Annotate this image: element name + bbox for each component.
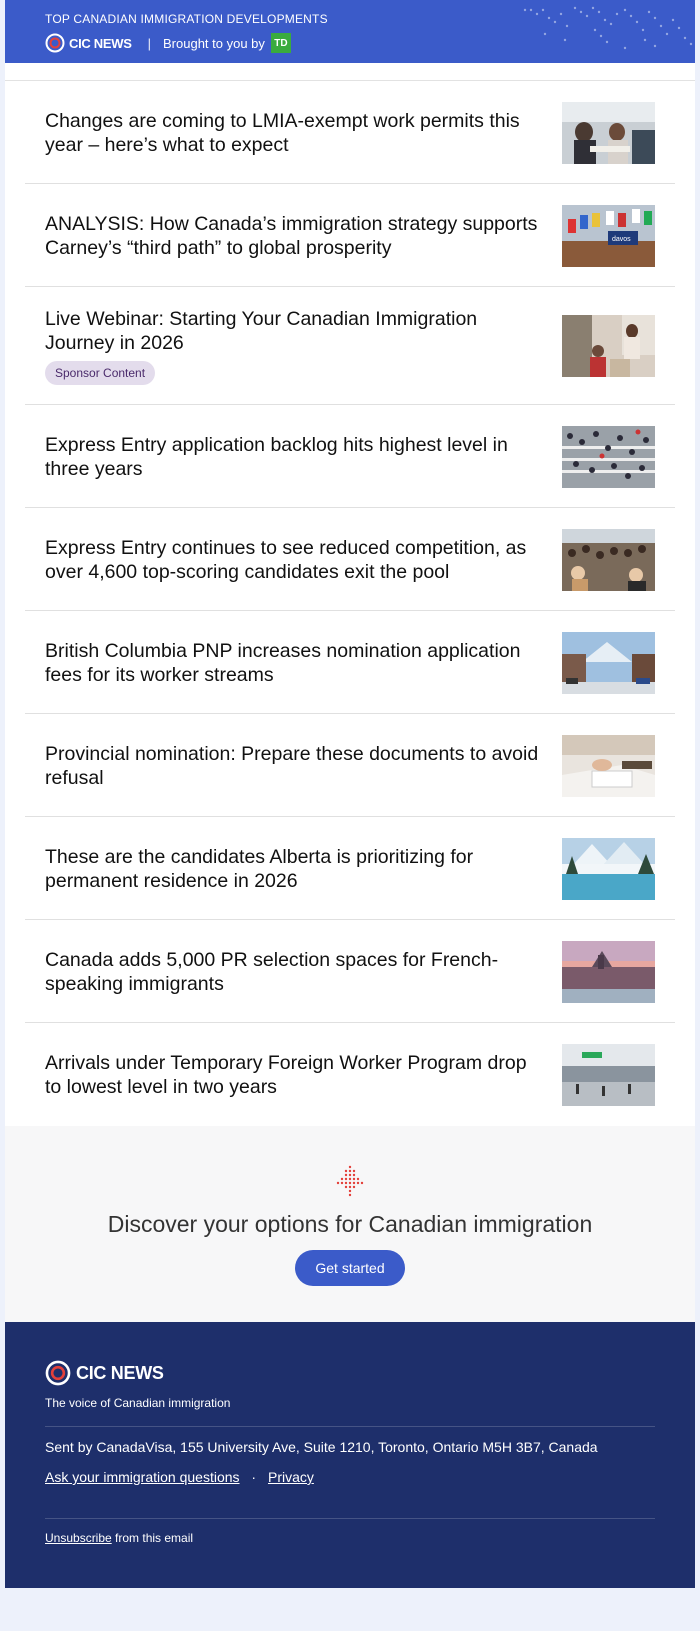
article-item[interactable]	[25, 611, 675, 714]
sponsor-content-badge: Sponsor Content	[45, 361, 155, 385]
divider	[45, 1426, 655, 1427]
article-item[interactable]	[25, 81, 675, 184]
newsletter-header	[5, 0, 695, 63]
world-map-dots-decoration	[505, 0, 695, 63]
mountain-town-street-photo[interactable]	[562, 632, 655, 694]
maple-leaf-icon	[333, 1164, 367, 1198]
cic-logo-icon	[45, 1360, 71, 1386]
crowd-crosswalk-photo[interactable]	[562, 426, 655, 488]
privacy-link[interactable]: Privacy	[267, 1469, 314, 1485]
davos-flags-photo[interactable]	[562, 205, 655, 267]
article-title[interactable]: Express Entry application backlog hits highest level in three years	[45, 433, 508, 480]
footer-brand-name: CIC NEWS	[76, 1362, 164, 1383]
article-list	[5, 63, 695, 1126]
sender-address: Sent by CanadaVisa, 155 University Ave, Suite 1210, Toronto, Ontario M5H 3B7, Canada	[45, 1439, 598, 1455]
article-item[interactable]	[25, 184, 675, 287]
paperwork-desk-photo[interactable]	[562, 735, 655, 797]
article-item[interactable]	[25, 405, 675, 508]
airport-terminal-photo[interactable]	[562, 1044, 655, 1106]
brought-by-text: Brought to you by	[163, 35, 265, 51]
footer	[5, 1322, 695, 1588]
article-title[interactable]: British Columbia PNP increases nomination application fees for its worker streams	[45, 639, 521, 686]
link-separator: ·	[251, 1469, 257, 1485]
office-meeting-photo[interactable]	[562, 102, 655, 164]
get-started-button[interactable]: Get started	[295, 1250, 404, 1286]
article-title[interactable]: ANALYSIS: How Canada’s immigration strategy supports Carney’s “third path” to global prosperity	[45, 212, 538, 259]
brand-row	[45, 33, 291, 53]
article-item[interactable]	[25, 1023, 675, 1126]
unsubscribe-link[interactable]: Unsubscribe	[45, 1531, 112, 1545]
article-title[interactable]: Provincial nomination: Prepare these documents to avoid refusal	[45, 742, 539, 789]
cta-title: Discover your options for Canadian immigration	[107, 1211, 593, 1237]
article-title[interactable]: These are the candidates Alberta is prioritizing for permanent residence in 2026	[45, 845, 474, 892]
quebec-city-photo[interactable]	[562, 941, 655, 1003]
header-separator: |	[147, 35, 151, 51]
newsletter-email	[5, 0, 695, 1588]
unsubscribe-text: from this email	[111, 1531, 194, 1545]
header-title: TOP CANADIAN IMMIGRATION DEVELOPMENTS	[45, 12, 328, 26]
article-item[interactable]	[25, 287, 675, 405]
ask-questions-link[interactable]: Ask your immigration questions	[45, 1469, 240, 1485]
street-festival-photo[interactable]	[562, 529, 655, 591]
brand-name: CIC NEWS	[69, 35, 132, 51]
cta-section	[5, 1126, 695, 1322]
cic-logo-icon	[45, 33, 65, 53]
family-home-photo[interactable]	[562, 315, 655, 377]
article-title[interactable]: Arrivals under Temporary Foreign Worker Program drop to lowest level in two years	[45, 1052, 527, 1098]
footer-tagline: The voice of Canadian immigration	[45, 1396, 231, 1410]
article-item[interactable]	[25, 920, 675, 1023]
article-title[interactable]: Canada adds 5,000 PR selection spaces for French-speaking immigrants	[45, 948, 499, 995]
article-item[interactable]	[25, 508, 675, 611]
unsubscribe-line	[45, 1531, 655, 1545]
cic-news-logo[interactable]	[45, 33, 132, 53]
winter-river-photo[interactable]	[562, 838, 655, 900]
svg-text:davos: davos	[612, 235, 631, 243]
td-logo[interactable]: TD	[271, 33, 291, 53]
article-title[interactable]: Express Entry continues to see reduced competition, as over 4,600 top-scoring candidates exit the pool	[45, 536, 527, 583]
article-item[interactable]	[25, 817, 675, 920]
footer-logo[interactable]	[45, 1360, 655, 1386]
article-title[interactable]: Live Webinar: Starting Your Canadian Immigration Journey in 2026	[45, 308, 478, 354]
divider	[45, 1518, 655, 1519]
article-title[interactable]: Changes are coming to LMIA-exempt work permits this year – here’s what to expect	[45, 109, 520, 156]
footer-links	[45, 1469, 655, 1485]
article-item[interactable]	[25, 714, 675, 817]
